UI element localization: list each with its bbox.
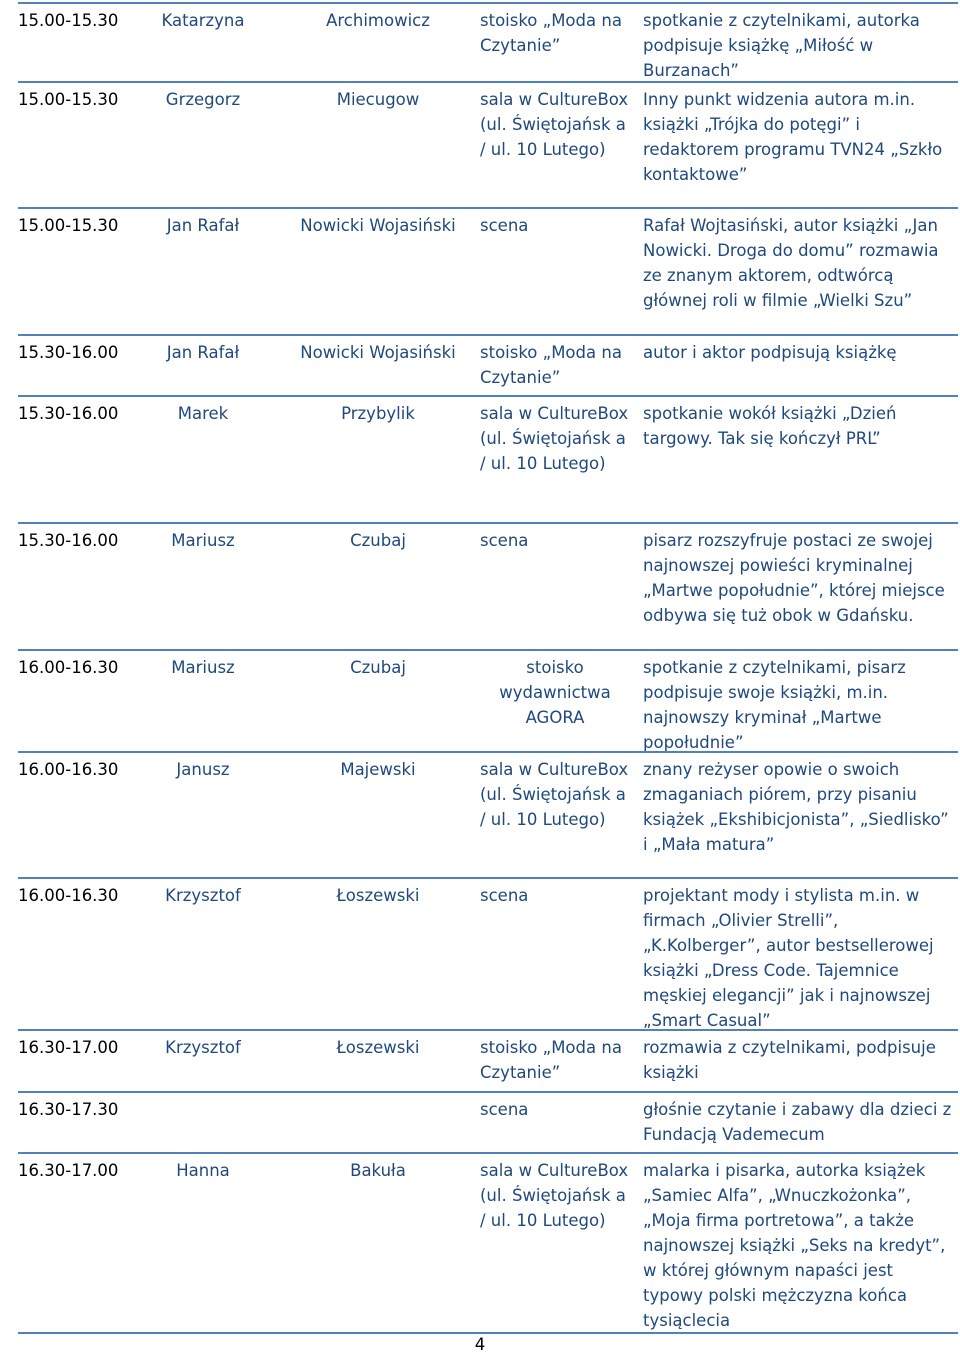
place-cell: stoisko „Moda na Czytanie” <box>480 343 622 387</box>
time-cell: 16.00-16.30 <box>18 658 119 677</box>
time-cell: 15.00-15.30 <box>18 11 119 30</box>
last-name-cell: Bakuła <box>350 1161 406 1180</box>
description-cell: malarka i pisarka, autorka książek „Samiec Alfa”, „Wnuczkożonka”, „Moja firma portretowa”, a także najnowszej książki „Seks na kredyt”, w której głównym napaści jest typowy polski mężczyzna końca tysiąclecia <box>643 1161 946 1330</box>
time-cell: 15.00-15.30 <box>18 90 119 109</box>
place-cell: sala w CultureBox (ul. Świętojańsk a / ul. 10 Lutego) <box>480 760 629 829</box>
last-name-cell: Archimowicz <box>326 11 430 30</box>
first-name-cell: Janusz <box>176 760 230 779</box>
table-row <box>18 1091 958 1154</box>
place-cell: sala w CultureBox (ul. Świętojańsk a / ul. 10 Lutego) <box>480 404 629 473</box>
first-name-cell: Marek <box>177 404 229 423</box>
table-row <box>18 81 958 210</box>
first-name-cell: Hanna <box>176 1161 230 1180</box>
last-name-cell: Majewski <box>340 760 416 779</box>
description-cell: rozmawia z czytelnikami, podpisuje książki <box>643 1038 936 1082</box>
first-name-cell: Mariusz <box>171 531 235 550</box>
place-cell: scena <box>480 1100 529 1119</box>
page-number: 4 <box>474 1335 486 1354</box>
first-name-cell: Jan Rafał <box>166 343 240 362</box>
table-row <box>18 334 958 396</box>
place-cell: scena <box>480 886 529 905</box>
table-row <box>18 649 958 752</box>
table-row <box>18 395 958 523</box>
place-cell: scena <box>480 216 529 235</box>
first-name-cell: Mariusz <box>171 658 235 677</box>
place-cell: scena <box>480 531 529 550</box>
description-cell: spotkanie z czytelnikami, pisarz podpisuje swoje książki, m.in. najnowszy kryminał „Martwe popołudnie” <box>643 658 906 752</box>
last-name-cell: Łoszewski <box>336 886 420 905</box>
first-name-cell: Katarzyna <box>161 11 245 30</box>
description-cell: Rafał Wojtasiński, autor książki „Jan Nowicki. Droga do domu” rozmawia ze znanym aktorem, odtwórcą głównej roli w filmie „Wielki Szu” <box>643 216 939 310</box>
description-cell: projektant mody i stylista m.in. w firmach „Olivier Strelli”, „K.Kolberger”, autor bestsellerowej książki „Dress Code. Tajemnice męskiej elegancji” jak i najnowszej „Smart Casual” <box>643 886 934 1030</box>
last-name-cell: Nowicki Wojasiński <box>300 216 456 235</box>
first-name-cell: Grzegorz <box>165 90 241 109</box>
last-name-cell: Czubaj <box>350 658 406 677</box>
description-cell: spotkanie wokół książki „Dzień targowy. Tak się kończył PRL” <box>643 404 897 448</box>
last-name-cell: Miecugow <box>336 90 420 109</box>
place-cell: stoisko „Moda na Czytanie” <box>480 1038 622 1082</box>
table-row <box>18 2 958 88</box>
table-row <box>18 1152 958 1334</box>
table-row <box>18 522 958 650</box>
last-name-cell: Łoszewski <box>336 1038 420 1057</box>
description-cell: znany reżyser opowie o swoich zmaganiach piórem, przy pisaniu książek „Ekshibicjonista”, „Siedlisko” i „Mała matura” <box>643 760 949 854</box>
last-name-cell: Czubaj <box>350 531 406 550</box>
time-cell: 15.00-15.30 <box>18 216 119 235</box>
time-cell: 15.30-16.00 <box>18 343 119 362</box>
table-row <box>18 207 958 336</box>
description-cell: Inny punkt widzenia autora m.in. książki „Trójka do potęgi” i redaktorem programu TVN24 „Szkło kontaktowe” <box>643 90 943 184</box>
time-cell: 16.00-16.30 <box>18 760 119 779</box>
last-name-cell: Nowicki Wojasiński <box>300 343 456 362</box>
time-cell: 16.30-17.30 <box>18 1100 119 1119</box>
description-cell: autor i aktor podpisują książkę <box>643 343 897 362</box>
first-name-cell: Krzysztof <box>165 886 241 905</box>
description-cell: spotkanie z czytelnikami, autorka podpisuje książkę „Miłość w Burzanach” <box>643 11 920 80</box>
description-cell: głośnie czytanie i zabawy dla dzieci z Fundacją Vademecum <box>643 1100 952 1144</box>
time-cell: 15.30-16.00 <box>18 404 119 423</box>
time-cell: 16.30-17.00 <box>18 1038 119 1057</box>
place-cell: sala w CultureBox (ul. Świętojańsk a / ul. 10 Lutego) <box>480 1161 629 1230</box>
place-cell: stoisko „Moda na Czytanie” <box>480 11 622 55</box>
table-row <box>18 877 958 1030</box>
time-cell: 16.00-16.30 <box>18 886 119 905</box>
time-cell: 15.30-16.00 <box>18 531 119 550</box>
place-cell: stoisko wydawnictwa AGORA <box>499 658 611 727</box>
last-name-cell: Przybylik <box>341 404 415 423</box>
first-name-cell: Jan Rafał <box>166 216 240 235</box>
table-row <box>18 1029 958 1092</box>
place-cell: sala w CultureBox (ul. Świętojańsk a / ul. 10 Lutego) <box>480 90 629 159</box>
description-cell: pisarz rozszyfruje postaci ze swojej najnowszej powieści kryminalnej „Martwe popołudnie”, której miejsce odbywa się tuż obok w Gdańsku. <box>643 531 945 625</box>
time-cell: 16.30-17.00 <box>18 1161 119 1180</box>
first-name-cell: Krzysztof <box>165 1038 241 1057</box>
table-row <box>18 751 958 879</box>
